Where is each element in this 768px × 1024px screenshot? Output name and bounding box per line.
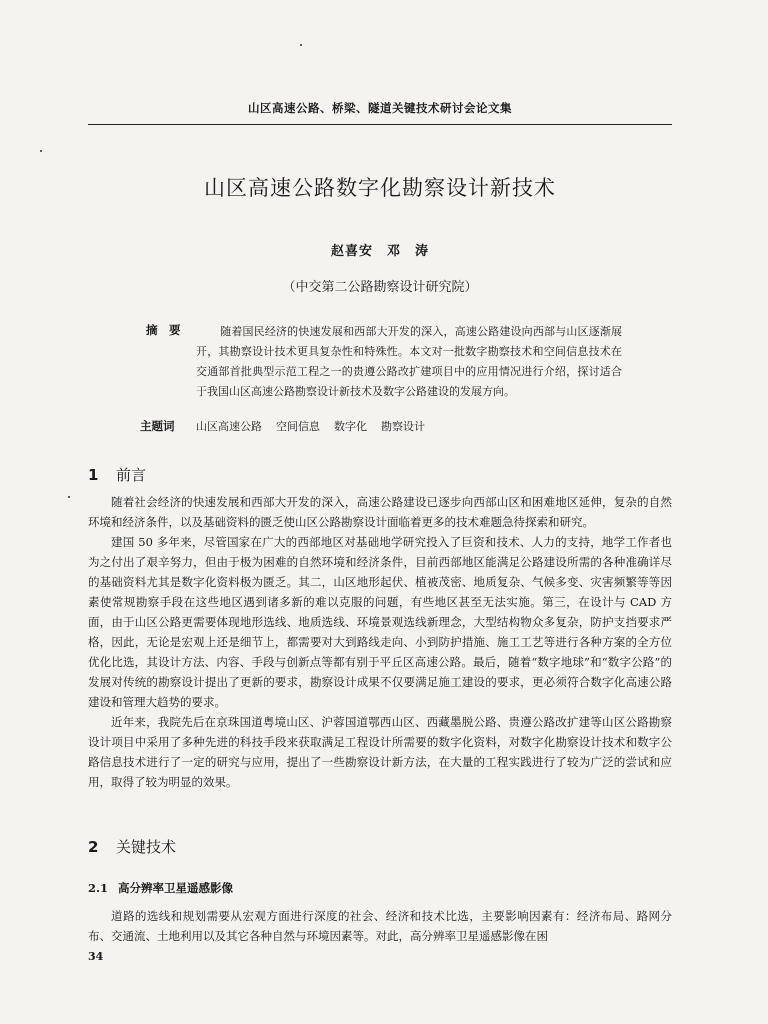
abstract-text: 随着国民经济的快速发展和西部大开发的深入，高速公路建设向西部与山区逐渐展开，其勘察设计技术更具复杂性和特殊性。本文对一批数字勘察技术和空间信息技术在交通部首批典型示范工程之一的贵遵公路改扩建项目中的应用情况进行介绍，探讨适合于我国山区高速公路勘察设计新技术及数字公路建设的发展方向。 (196, 325, 622, 398)
paragraph: 随着社会经济的快速发展和西部大开发的深入，高速公路建设已逐步向西部山区和困难地区延伸，复杂的自然环境和经济条件，以及基础资料的匮乏使山区公路勘察设计面临着更多的技术难题急待探索和研究。 (88, 495, 672, 529)
running-head: 山区高速公路、桥梁、隧道关键技术研讨会论文集 (248, 101, 512, 115)
section-2-body (88, 906, 672, 946)
keywords-label: 主题词 (140, 419, 175, 433)
section-number: 1 (88, 466, 99, 484)
authors: 赵喜安 邓 涛 (330, 244, 429, 259)
scan-speck (300, 44, 302, 46)
paragraph: 道路的选线和规划需要从宏观方面进行深度的社会、经济和技术比选，主要影响因素有：经济布局、路网分布、交通流、土地利用以及其它各种自然与环境因素等。对此，高分辨率卫星遥感影像在困 (88, 909, 672, 943)
subsection-title: 高分辨率卫星遥感影像 (118, 881, 233, 895)
section-1-body (88, 492, 672, 792)
section-heading (88, 464, 146, 485)
section-title: 前言 (116, 466, 147, 484)
keyword: 数字化 (334, 420, 367, 433)
section-number: 2 (88, 838, 99, 856)
keyword: 空间信息 (276, 420, 320, 433)
subsection-heading (88, 880, 233, 896)
page-number: 34 (88, 950, 104, 963)
scan-speck (40, 150, 42, 152)
scan-speck (68, 496, 70, 498)
header-rule (88, 124, 672, 125)
affiliation: （中交第二公路勘察设计研究院） (282, 280, 478, 295)
abstract-label: 摘 要 (146, 323, 181, 337)
keywords-list (196, 418, 425, 434)
section-title: 关键技术 (116, 838, 177, 856)
paragraph: 近年来，我院先后在京珠国道粤境山区、沪蓉国道鄂西山区、西藏墨脱公路、贵遵公路改扩建等山区公路勘察设计项目中采用了多种先进的科技手段来获取满足工程设计所需要的数字化资料，对数字化勘察设计技术和数字公路信息技术进行了一定的研究与应用，提出了一些勘察设计新方法，在大量的工程实践进行了较为广泛的尝试和应用，取得了较为明显的效果。 (88, 715, 672, 789)
subsection-number: 2.1 (88, 881, 109, 895)
paragraph: 建国 50 多年来，尽管国家在广大的西部地区对基础地学研究投入了巨资和技术、人力的支持，地学工作者也为之付出了艰辛努力，但由于极为困难的自然环境和经济条件，目前西部地区能满足公路建设所需的各种准确详尽的基础资料尤其是数字化资料极为匮乏。其二，山区地形起伏、植被茂密、地质复杂、气候多变、灾害频繁等等因素使常规勘察手段在这些地区遇到诸多新的难以克服的问题，有些地区甚至无法实施。第三，在设计与 CAD 方面，由于山区公路更需要体现地形选线、地质选线、环境景观选线新理念，大型结构物众多复杂，防护支挡要求严格，因此，无论是宏观上还是细节上，都需要对大到路线走向、小到防护措施、施工工艺等进行各种方案的全方位优化比选，其设计方法、内容、手段与创新点等都有别于平丘区高速公路。最后，随着“数字地球”和“数字公路”的发展对传统的勘察设计提出了更新的要求，勘察设计成果不仅要满足施工建设的要求，更必须符合数字化高速公路建设和管理大趋势的要求。 (88, 535, 672, 709)
paper-title: 山区高速公路数字化勘察设计新技术 (204, 176, 556, 200)
keyword: 山区高速公路 (196, 420, 262, 433)
section-heading (88, 836, 176, 857)
keyword: 勘察设计 (381, 420, 425, 433)
